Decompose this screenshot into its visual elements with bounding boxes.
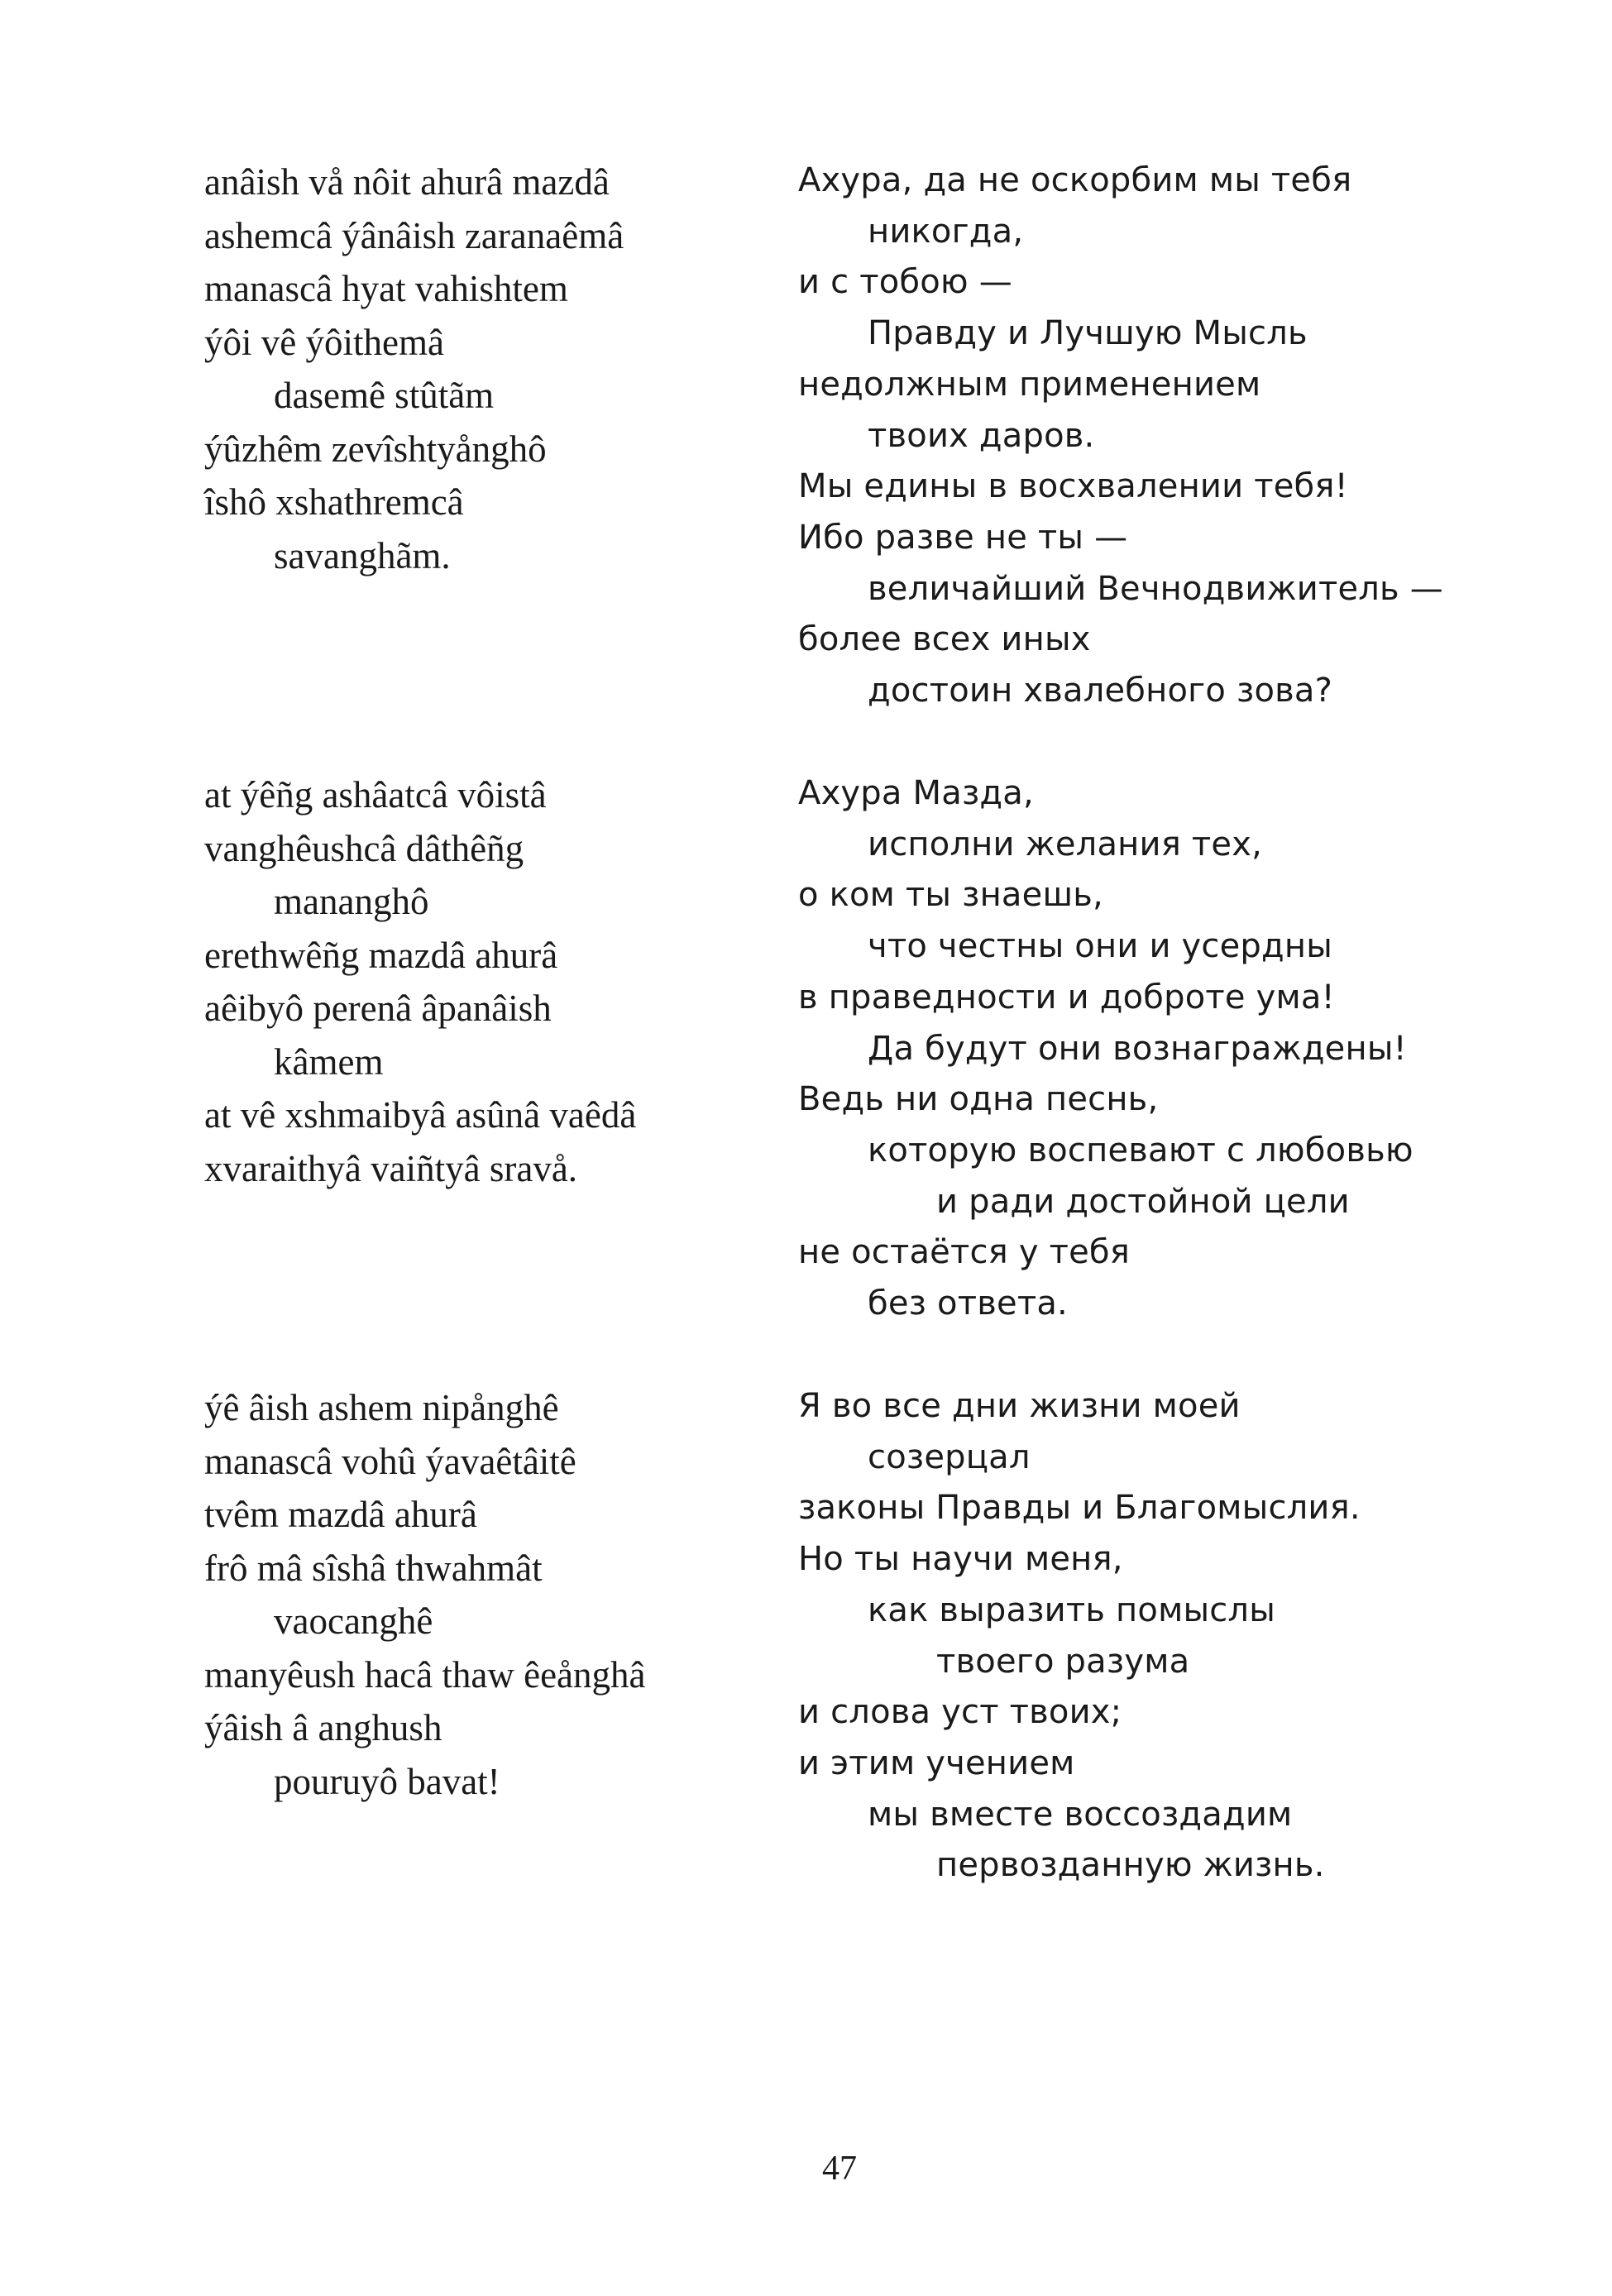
avestan-line: at vê xshmaibyâ asûnâ vaêdâ (204, 1094, 637, 1136)
russian-translation (798, 155, 1543, 717)
russian-line: Ведь ни одна песнь, (798, 1080, 1159, 1119)
avestan-line: ýôi vê ýôithemâ (204, 321, 444, 363)
avestan-line: erethwêñg mazdâ ahurâ (204, 934, 558, 976)
russian-line: и ради достойной цели (936, 1182, 1350, 1221)
russian-line: твоих даров. (868, 416, 1095, 455)
russian-line: Ахура Мазда, (798, 774, 1034, 812)
russian-translation (798, 768, 1543, 1330)
russian-line: и этим учением (798, 1744, 1075, 1782)
russian-line: созерцал (868, 1437, 1031, 1476)
russian-line: Да будут они вознаграждены! (868, 1029, 1407, 1068)
russian-line: Но ты научи меня, (798, 1540, 1123, 1579)
avestan-text (204, 768, 783, 1195)
avestan-line: aêibyô perenâ âpanâish (204, 988, 552, 1029)
avestan-line: manascâ vohû ýavaêtâitê (204, 1440, 576, 1482)
russian-line: и слова уст твоих; (798, 1693, 1122, 1732)
russian-line: как выразить помыслы (868, 1590, 1275, 1629)
avestan-line: frô mâ sîshâ thwahmât (204, 1547, 543, 1589)
russian-line: Я во все дни жизни моей (798, 1387, 1241, 1425)
russian-line: величайший Вечнодвижитель — (868, 569, 1443, 608)
russian-line: о ком ты знаешь, (798, 876, 1103, 915)
russian-line: Мы едины в восхвалении тебя! (798, 467, 1348, 506)
russian-line: без ответа. (868, 1284, 1068, 1323)
avestan-line: kâmem (274, 1040, 384, 1083)
russian-line: Правду и Лучшую Мысль (868, 314, 1308, 353)
avestan-line: ýê âish ashem nipånghê (204, 1387, 559, 1428)
russian-line: законы Правды и Благомыслия. (798, 1489, 1361, 1528)
russian-line: мы вместе воссоздадим (868, 1795, 1293, 1834)
russian-translation (798, 1381, 1543, 1892)
avestan-line: ýâish â anghush (204, 1707, 442, 1748)
page-number: 47 (822, 2150, 857, 2188)
avestan-line: vaocanghê (274, 1600, 433, 1642)
avestan-line: at ýêñg ashâatcâ vôistâ (204, 774, 547, 816)
avestan-line: mananghô (274, 881, 429, 922)
avestan-line: xvaraithyâ vaiñtyâ sravå. (204, 1147, 578, 1189)
avestan-line: tvêm mazdâ ahurâ (204, 1494, 477, 1535)
avestan-line: manascâ hyat vahishtem (204, 268, 568, 309)
avestan-text (204, 1381, 783, 1808)
russian-line: в праведности и доброте ума! (798, 978, 1335, 1016)
avestan-line: dasemê stûtãm (274, 375, 495, 416)
russian-line: исполни желания тех, (868, 825, 1262, 863)
russian-line: не остаётся у тебя (798, 1233, 1131, 1272)
avestan-line: ýûzhêm zevîshtyånghô (204, 428, 547, 470)
russian-line: первозданную жизнь. (936, 1846, 1325, 1885)
russian-line: твоего разума (936, 1642, 1190, 1681)
avestan-line: savanghãm. (274, 534, 451, 576)
russian-line: более всех иных (798, 620, 1091, 659)
russian-line: никогда, (868, 212, 1024, 251)
avestan-line: pouruyô bavat! (274, 1760, 500, 1802)
russian-line: что честны они и усердны (868, 927, 1333, 966)
russian-line: достоин хвалебного зова? (868, 672, 1333, 710)
avestan-text (204, 155, 783, 582)
russian-line: и с тобою — (798, 263, 1012, 302)
avestan-line: ashemcâ ýânâish zaranaêmâ (204, 214, 624, 256)
russian-line: Ахура, да не оскорбим мы тебя (798, 161, 1352, 199)
russian-line: которую воспевают с любовью (868, 1131, 1413, 1170)
avestan-line: anâish vå nôit ahurâ mazdâ (204, 161, 610, 203)
russian-line: недолжным применением (798, 365, 1261, 404)
avestan-line: vanghêushcâ dâthêñg (204, 827, 524, 869)
avestan-line: îshô xshathremcâ (204, 481, 464, 523)
russian-line: Ибо разве не ты — (798, 518, 1128, 557)
avestan-line: manyêush hacâ thaw êeånghâ (204, 1653, 646, 1696)
